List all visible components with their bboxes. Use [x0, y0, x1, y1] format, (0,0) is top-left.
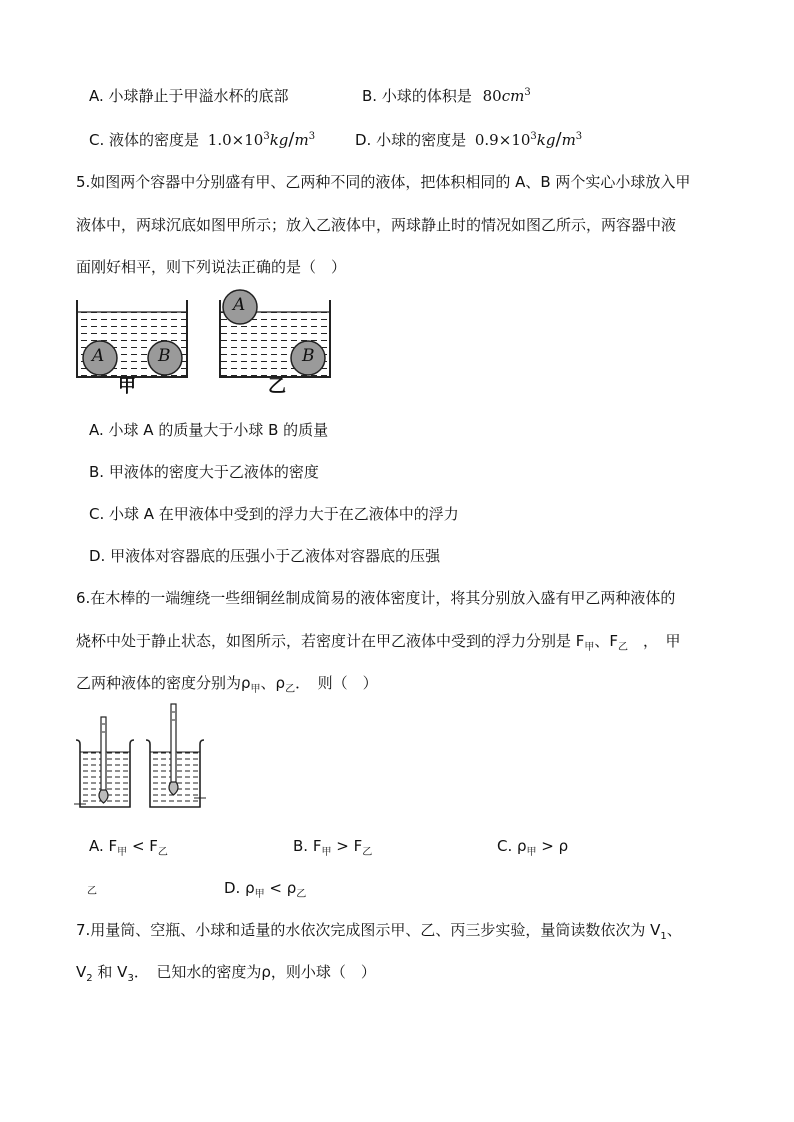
q7-sub-2: 2 [86, 973, 93, 984]
q4-option-d [355, 130, 582, 150]
q6-option-c-pre: C. ρ [497, 837, 527, 855]
q5-option-d: D. 甲液体对容器底的压强小于乙液体对容器底的压强 [89, 547, 441, 565]
q6-sub-rho-jia: 甲 [250, 684, 261, 695]
q4-option-d-unit-slash: / [555, 129, 562, 150]
q4-option-b-exp: 3 [524, 87, 531, 98]
q6-option-d-pre: D. ρ [224, 879, 255, 897]
q6-option-b-pre: B. F [293, 837, 322, 855]
q5-option-c: C. 小球 A 在甲液体中受到的浮力大于在乙液体中的浮力 [89, 505, 459, 523]
q6-stem-line2-mid: 、F [594, 632, 619, 650]
q6-figure-right [144, 702, 254, 817]
q7-v2: V [76, 963, 87, 981]
q6-option-c [497, 836, 568, 856]
q4-option-c-prefix: C. 液体的密度是 [89, 131, 200, 149]
q6-option-b-sub2: 乙 [362, 847, 373, 858]
q6-stem-line1: 6.在木棒的一端缠绕一些细铜丝制成简易的液体密度计，将其分别放入盛有甲乙两种液体的 [76, 589, 676, 607]
q7-and: 和 V [92, 963, 128, 981]
q4-option-c [89, 130, 315, 150]
q7-sub-3: 3 [127, 973, 134, 984]
q4-option-b-value: 80 [482, 87, 502, 105]
q4-option-c-times: × [231, 131, 245, 149]
q4-option-c-unit-kg: kg [269, 131, 289, 149]
q5-ball-a-label-jia: A [92, 346, 105, 366]
q6-option-d-op: < ρ [264, 879, 297, 897]
q5-fig-label-yi: 乙 [268, 376, 286, 397]
q5-stem-line2: 液体中，两球沉底如图甲所示；放入乙液体中，两球静止时的情况如图乙所示，两容器中液 [76, 216, 677, 234]
q4-option-d-ten: 10 [511, 131, 531, 149]
q7-stem-line1 [76, 920, 682, 940]
q6-option-a-sub2: 乙 [157, 847, 168, 858]
q6-option-b-sub1: 甲 [321, 847, 332, 858]
q6-option-c-wrap-sub: 乙 [87, 886, 97, 897]
q4-option-d-unit-m: m [561, 131, 576, 149]
q6-sub-jia: 甲 [584, 642, 595, 653]
q6-option-c-sub1: 甲 [526, 847, 537, 858]
q6-option-a-op: < F [127, 837, 158, 855]
q6-option-c-op: > ρ [536, 837, 569, 855]
q5-stem-line1: 5.如图两个容器中分别盛有甲、乙两种不同的液体，把体积相同的 A、B 两个实心小球放入甲 [76, 173, 691, 191]
q5-ball-b-label-jia: B [158, 346, 171, 366]
q5-option-a: A. 小球 A 的质量大于小球 B 的质量 [89, 421, 329, 439]
q5-figure [70, 288, 340, 398]
q6-option-d-sub2: 乙 [296, 889, 307, 900]
q6-option-d-sub1: 甲 [254, 889, 265, 900]
q4-option-c-num: 1.0 [207, 131, 232, 149]
q4-option-d-unit-kg: kg [536, 131, 556, 149]
q5-ball-a-label-yi: A [233, 295, 246, 315]
q7-stem-line1-end: 、 [666, 921, 682, 939]
q6-option-a-sub1: 甲 [117, 847, 128, 858]
q6-sub-yi: 乙 [618, 642, 629, 653]
q6-sub-rho-yi: 乙 [285, 684, 296, 695]
q4-option-c-unit-exp: 3 [308, 131, 316, 142]
q4-option-c-ten: 10 [244, 131, 264, 149]
beaker-jia [74, 717, 134, 807]
q4-option-a: A. 小球静止于甲溢水杯的底部 [89, 87, 289, 105]
q5-ball-b-label-yi: B [302, 346, 315, 366]
q7-stem-line1-text: 7.用量筒、空瓶、小球和适量的水依次完成图示甲、乙、丙三步实验，量筒读数依次为 V [76, 921, 661, 939]
q4-option-d-times: × [498, 131, 512, 149]
q6-option-a [89, 836, 168, 856]
q7-sub-1: 1 [660, 931, 667, 942]
q4-option-c-unit-slash: / [288, 129, 295, 150]
q6-stem-line2-end: ， 甲 [628, 632, 681, 650]
q6-stem-line3-mid: 、ρ [260, 674, 286, 692]
q7-stem-line2 [76, 962, 376, 982]
q6-stem-line3-end: ． 则（ ） [295, 674, 378, 692]
q5-option-b: B. 甲液体的密度大于乙液体的密度 [89, 463, 319, 481]
q6-option-a-pre: A. F [89, 837, 118, 855]
q4-option-d-unit-exp: 3 [575, 131, 583, 142]
q6-stem-line3 [76, 673, 378, 693]
q6-stem-line2 [76, 631, 681, 651]
q4-option-b [362, 86, 531, 106]
q4-option-b-prefix: B. 小球的体积是 [362, 87, 472, 105]
q4-option-c-exp: 3 [263, 131, 270, 142]
q6-stem-line2-text: 烧杯中处于静止状态，如图所示，若密度计在甲乙液体中受到的浮力分别是 F [76, 632, 585, 650]
q7-stem-line2-end: ． 已知水的密度为ρ，则小球（ ） [133, 963, 376, 981]
beaker-yi-body [146, 704, 206, 807]
q4-option-b-unit: cm [501, 87, 525, 105]
q5-stem-line3: 面刚好相平，则下列说法正确的是（ ） [76, 258, 347, 276]
q6-option-b [293, 836, 372, 856]
q4-option-d-prefix: D. 小球的密度是 [355, 131, 467, 149]
q6-option-b-op: > F [331, 837, 363, 855]
q4-option-d-num: 0.9 [474, 131, 499, 149]
q6-option-d [224, 878, 306, 898]
q4-option-d-exp: 3 [530, 131, 537, 142]
q4-option-c-unit-m: m [294, 131, 309, 149]
q6-stem-line3-text: 乙两种液体的密度分别为ρ [76, 674, 251, 692]
q5-fig-label-jia: 甲 [118, 376, 136, 397]
